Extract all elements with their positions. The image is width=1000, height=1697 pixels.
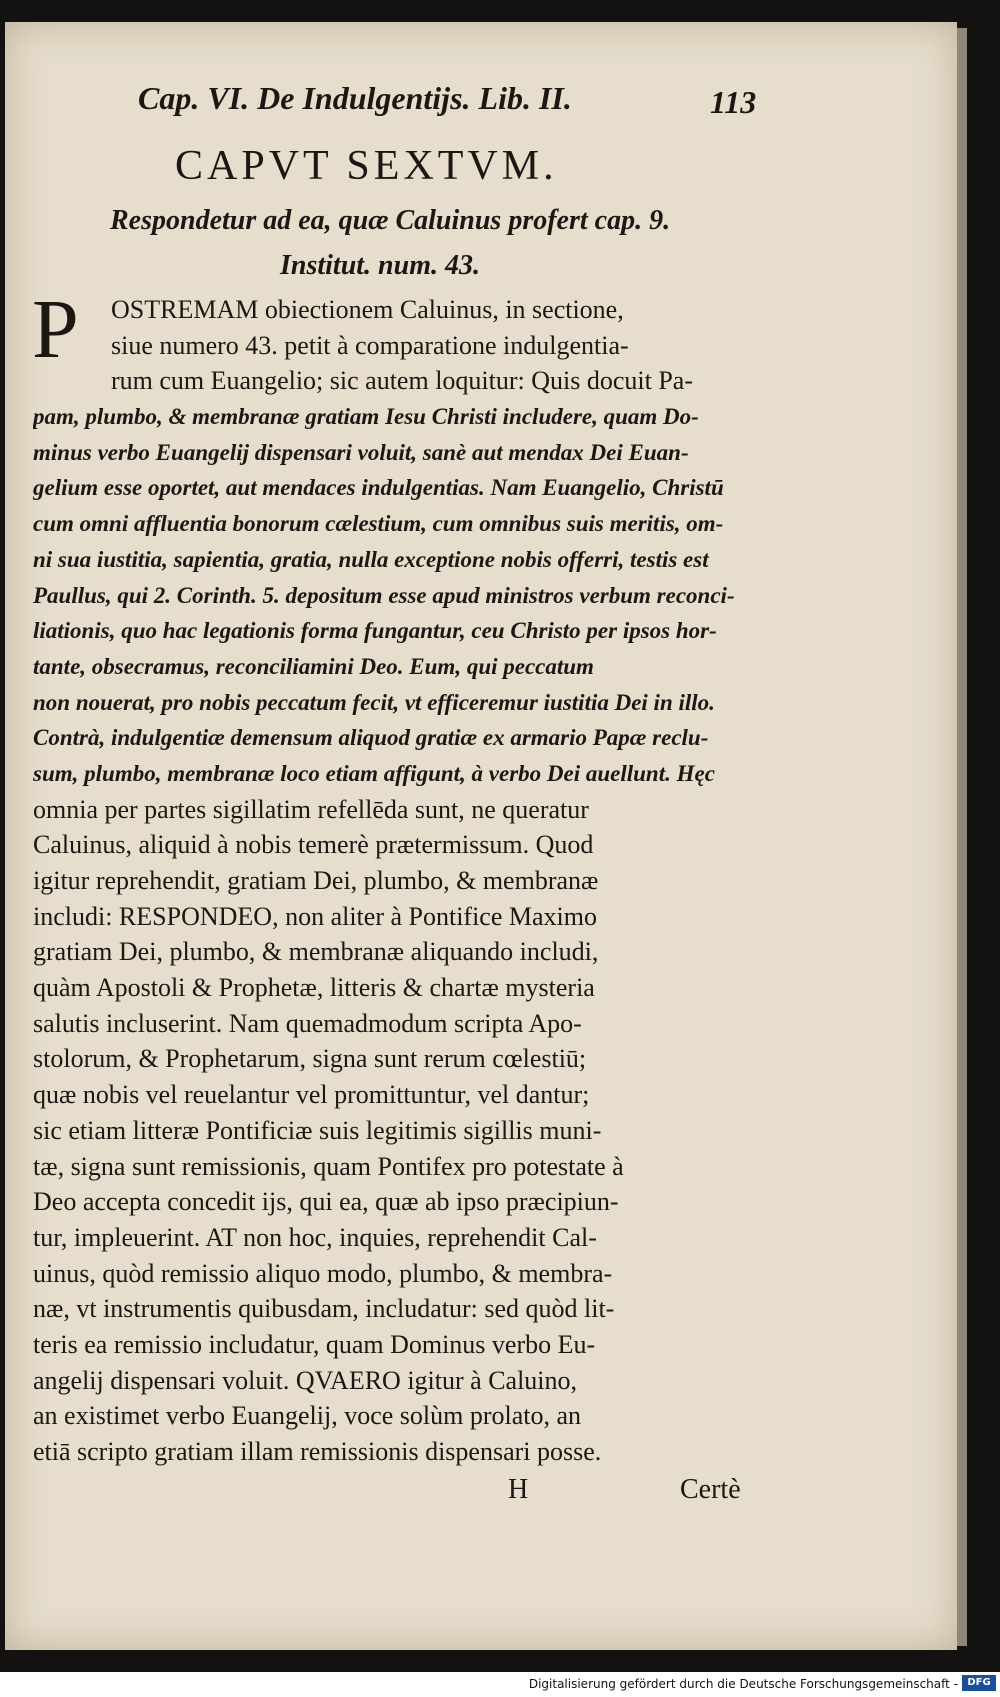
body-line: Paullus, qui 2. Corinth. 5. depositum esse apud ministros verbum reconci- bbox=[33, 582, 735, 608]
body-line: stolorum, & Prophetarum, signa sunt rerum cœlestiū; bbox=[33, 1044, 587, 1074]
body-line: quæ nobis vel reuelantur vel promittuntur, vel dantur; bbox=[33, 1080, 590, 1110]
body-line: tur, impleuerint. AT non hoc, inquies, reprehendit Cal- bbox=[33, 1222, 597, 1252]
body-text bbox=[32, 283, 753, 1470]
body-line: minus verbo Euangelij dispensari voluit, sanè aut mendax Dei Euan- bbox=[33, 439, 689, 465]
body-line: non nouerat, pro nobis peccatum fecit, vt efficeremur iustitia Dei in illo. bbox=[33, 689, 715, 715]
funding-note: Digitalisierung gefördert durch die Deutsche Forschungsgemeinschaft - bbox=[528, 1677, 958, 1691]
body-line: Contrà, indulgentiæ demensum aliquod gratiæ ex armario Papæ reclu- bbox=[33, 725, 709, 751]
chapter-subtitle-line-2: Institut. num. 43. bbox=[280, 250, 480, 281]
body-line: Caluinus, aliquid à nobis temerè prætermissum. Quod bbox=[33, 830, 594, 860]
body-line: teris ea remissio includatur, quam Dominus verbo Eu- bbox=[33, 1329, 596, 1359]
body-line: an existimet verbo Euangelij, voce solùm prolato, an bbox=[33, 1401, 582, 1431]
body-line: rum cum Euangelio; sic autem loquitur: Quis docuit Pa- bbox=[111, 366, 694, 396]
page-number: 113 bbox=[710, 84, 757, 120]
body-line: gelium esse oportet, aut mendaces indulgentias. Nam Euangelio, Christū bbox=[33, 475, 724, 501]
body-line: igitur reprehendit, gratiam Dei, plumbo, & membranæ bbox=[33, 866, 599, 895]
body-line: OSTREMAM obiectionem Caluinus, in sectione, bbox=[111, 295, 624, 324]
signature-mark: H bbox=[508, 1474, 529, 1505]
chapter-subtitle-line-1: Respondetur ad ea, quæ Caluinus profert cap. 9. bbox=[110, 205, 671, 236]
running-head: Cap. VI. De Indulgentijs. Lib. II. bbox=[138, 80, 572, 116]
chapter-title: CAPVT SEXTVM. bbox=[175, 143, 558, 189]
body-line: cum omni affluentia bonorum cælestium, cum omnibus suis meritis, om- bbox=[33, 511, 724, 537]
body-line: tæ, signa sunt remissionis, quam Pontifex pro potestate à bbox=[33, 1151, 624, 1181]
body-line: uinus, quòd remissio aliquo modo, plumbo, & membra- bbox=[33, 1258, 613, 1288]
body-line: salutis incluserint. Nam quemadmodum scripta Apo- bbox=[33, 1008, 582, 1038]
body-line: quàm Apostoli & Prophetæ, litteris & chartæ mysteria bbox=[33, 973, 595, 1003]
body-line: næ, vt instrumentis quibusdam, includatur: sed quòd lit- bbox=[33, 1294, 615, 1324]
body-line: pam, plumbo, & membranæ gratiam Iesu Christi includere, quam Do- bbox=[33, 404, 699, 430]
body-line: omnia per partes sigillatim refellēda sunt, ne queratur bbox=[33, 794, 589, 824]
body-line: liationis, quo hac legationis forma fungantur, ceu Christo per ipsos hor- bbox=[33, 618, 717, 644]
body-line: tante, obsecramus, reconciliamini Deo. Eum, qui peccatum bbox=[33, 653, 594, 679]
catchword: Certè bbox=[680, 1474, 741, 1505]
body-line: includi: RESPONDEO, non aliter à Pontifice Maximo bbox=[33, 901, 597, 931]
dfg-logo: DFG bbox=[962, 1675, 996, 1691]
page-edge bbox=[957, 28, 967, 1646]
body-line: etiā scripto gratiam illam remissionis dispensari posse. bbox=[33, 1437, 602, 1466]
body-line: gratiam Dei, plumbo, & membranæ aliquando includi, bbox=[33, 937, 599, 967]
body-line: Deo accepta concedit ijs, qui ea, quæ ab ipso præcipiun- bbox=[33, 1187, 619, 1217]
body-line: siue numero 43. petit à comparatione indulgentia- bbox=[111, 330, 629, 360]
body-line: ni sua iustitia, sapientia, gratia, nulla exceptione nobis offerri, testis est bbox=[33, 546, 709, 572]
body-line: sic etiam litteræ Pontificiæ suis legitimis sigillis muni- bbox=[33, 1115, 602, 1145]
body-line: angelij dispensari voluit. QVAERO igitur à Caluino, bbox=[33, 1365, 578, 1395]
drop-cap: P bbox=[32, 283, 79, 376]
body-line: sum, plumbo, membranæ loco etiam affigunt, à verbo Dei auellunt. Hęc bbox=[33, 760, 715, 786]
